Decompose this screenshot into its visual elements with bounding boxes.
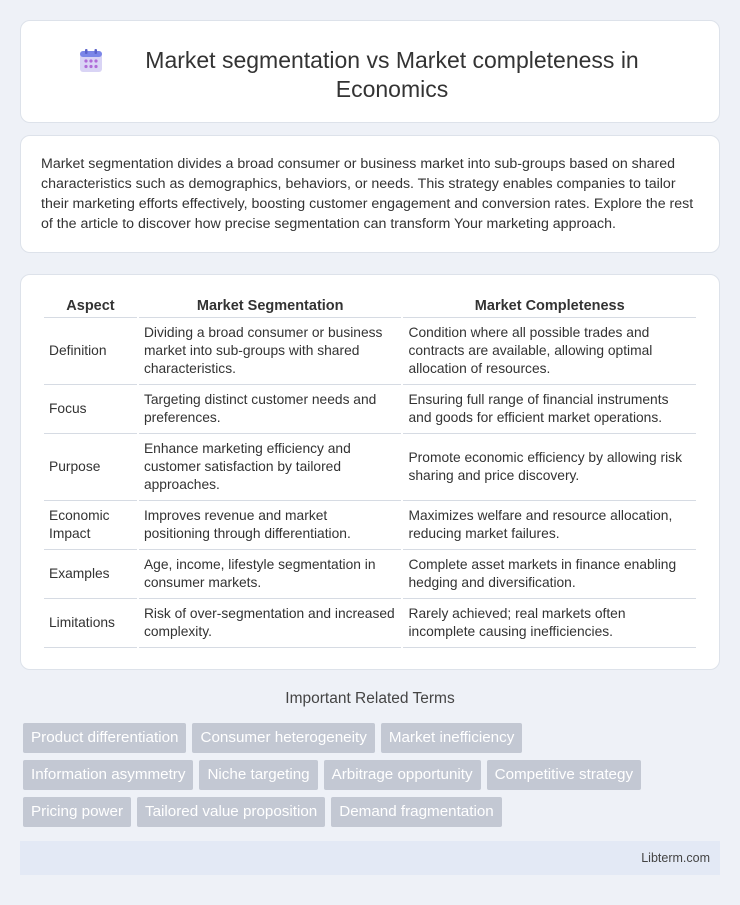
segmentation-cell: Enhance marketing efficiency and customer satisfaction by tailored approaches. <box>139 434 402 501</box>
tag-row <box>23 797 723 827</box>
tag-demand-fragmentation[interactable]: Demand fragmentation <box>331 797 502 827</box>
table-row <box>44 599 696 648</box>
aspect-cell: Economic Impact <box>44 501 137 550</box>
tag-row <box>23 723 723 753</box>
table-row <box>44 318 696 385</box>
table-header-row <box>44 295 696 318</box>
table-row <box>44 385 696 434</box>
tag-competitive-strategy[interactable]: Competitive strategy <box>487 760 641 790</box>
intro-text: Market segmentation divides a broad consumer or business market into sub-groups based on shared characteristics such as demographics, behaviors, or needs. This strategy enables companies to tailor their marketing efforts effectively, boosting customer engagement and conversion rates. Explore the rest of the article to discover how precise segmentation can transform Your marketing approach. <box>41 156 694 232</box>
footer-brand-link[interactable]: Libterm.com <box>641 851 710 865</box>
segmentation-cell: Dividing a broad consumer or business market into sub-groups with shared characteristics. <box>139 318 402 385</box>
title-wrap <box>21 21 719 104</box>
tag-information-asymmetry[interactable]: Information asymmetry <box>23 760 193 790</box>
completeness-cell: Ensuring full range of financial instruments and goods for efficient market operations. <box>403 385 696 434</box>
calendar-grid-icon <box>78 48 104 74</box>
intro-card <box>20 135 720 253</box>
segmentation-cell: Improves revenue and market positioning through differentiation. <box>139 501 402 550</box>
aspect-cell: Examples <box>44 550 137 599</box>
completeness-cell: Rarely achieved; real markets often incomplete causing inefficiencies. <box>403 599 696 648</box>
comparison-card <box>20 274 720 670</box>
aspect-cell: Definition <box>44 318 137 385</box>
tag-market-inefficiency[interactable]: Market inefficiency <box>381 723 523 753</box>
table-row <box>44 550 696 599</box>
aspect-cell: Focus <box>44 385 137 434</box>
comparison-table <box>42 295 698 648</box>
completeness-cell: Condition where all possible trades and contracts are available, allowing optimal allocation of resources. <box>403 318 696 385</box>
tag-consumer-heterogeneity[interactable]: Consumer heterogeneity <box>192 723 374 753</box>
segmentation-cell: Age, income, lifestyle segmentation in consumer markets. <box>139 550 402 599</box>
completeness-cell: Complete asset markets in finance enabling hedging and diversification. <box>403 550 696 599</box>
tag-tailored-value-proposition[interactable]: Tailored value proposition <box>137 797 325 827</box>
aspect-cell: Purpose <box>44 434 137 501</box>
header-aspect: Aspect <box>44 295 137 318</box>
table-row <box>44 501 696 550</box>
tag-product-differentiation[interactable]: Product differentiation <box>23 723 186 753</box>
header-market-completeness: Market Completeness <box>403 295 696 318</box>
tag-niche-targeting[interactable]: Niche targeting <box>199 760 317 790</box>
tag-arbitrage-opportunity[interactable]: Arbitrage opportunity <box>324 760 481 790</box>
table-row <box>44 434 696 501</box>
segmentation-cell: Risk of over-segmentation and increased complexity. <box>139 599 402 648</box>
footer <box>20 841 720 875</box>
header-market-segmentation: Market Segmentation <box>139 295 402 318</box>
completeness-cell: Promote economic efficiency by allowing risk sharing and price discovery. <box>403 434 696 501</box>
title-card <box>20 20 720 123</box>
related-terms-list <box>23 723 723 834</box>
tag-pricing-power[interactable]: Pricing power <box>23 797 131 827</box>
segmentation-cell: Targeting distinct customer needs and preferences. <box>139 385 402 434</box>
tag-row <box>23 760 723 790</box>
aspect-cell: Limitations <box>44 599 137 648</box>
related-terms-title: Important Related Terms <box>285 690 455 707</box>
completeness-cell: Maximizes welfare and resource allocation, reducing market failures. <box>403 501 696 550</box>
page-title: Market segmentation vs Market completeness in Economics <box>145 47 639 102</box>
